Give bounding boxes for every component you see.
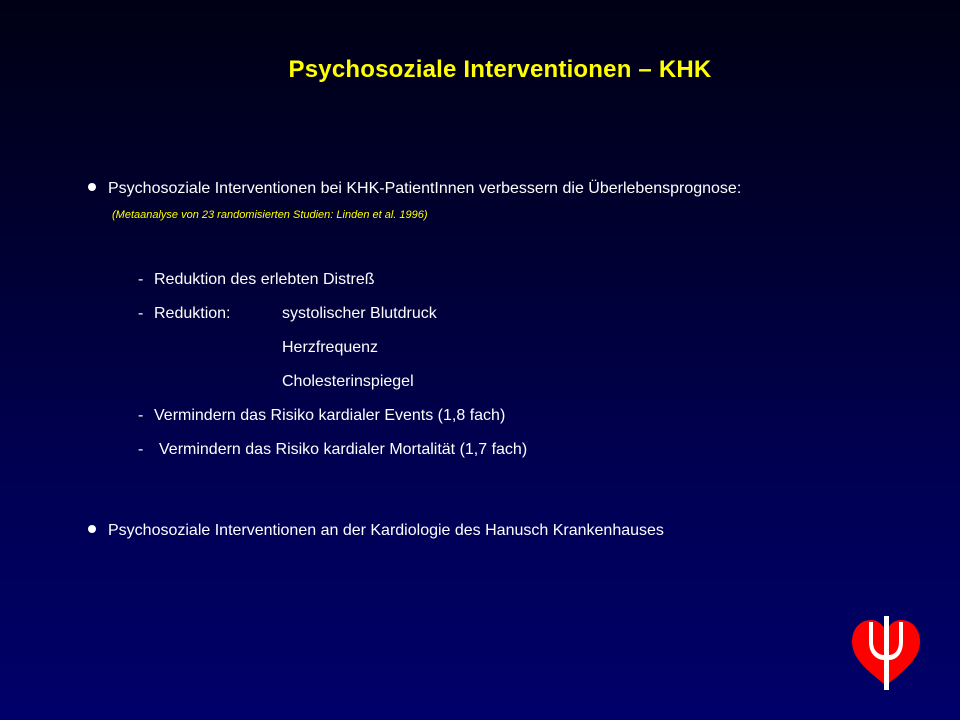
bullet-text: Psychosoziale Interventionen an der Kardiologie des Hanusch Krankenhauses: [108, 522, 664, 539]
heart-psi-icon: [846, 612, 926, 692]
effect-distress: Reduktion des erlebten Distreß: [154, 271, 375, 288]
slide-title: Psychosoziale Interventionen – KHK: [288, 56, 712, 83]
effect-reduction-cholesterol: Cholesterinspiegel: [282, 373, 414, 390]
bullet-item-survival: [88, 180, 741, 198]
effect-reduction-label: Reduktion:: [154, 305, 231, 322]
dash-marker: -: [138, 441, 144, 458]
dash-marker: -: [138, 271, 144, 288]
bullet-text: Psychosoziale Interventionen bei KHK-PatientInnen verbessern die Überlebensprognose:: [108, 180, 742, 197]
source-citation: (Metaanalyse von 23 randomisierten Studien: Linden et al. 1996): [112, 209, 428, 221]
effect-reduction-heartrate: Herzfrequenz: [282, 339, 379, 356]
bullet-item-hanusch: [88, 522, 664, 540]
effect-cardiac-events: Vermindern das Risiko kardialer Events (1,8 fach): [154, 407, 506, 424]
effect-cardiac-mortality: Vermindern das Risiko kardialer Mortalität (1,7 fach): [159, 441, 528, 458]
dash-marker: -: [138, 407, 144, 424]
bullet-point-icon: [88, 183, 96, 191]
effect-reduction-bloodpressure: systolischer Blutdruck: [282, 305, 437, 322]
dash-marker: -: [138, 305, 144, 322]
bullet-point-icon: [88, 525, 96, 533]
